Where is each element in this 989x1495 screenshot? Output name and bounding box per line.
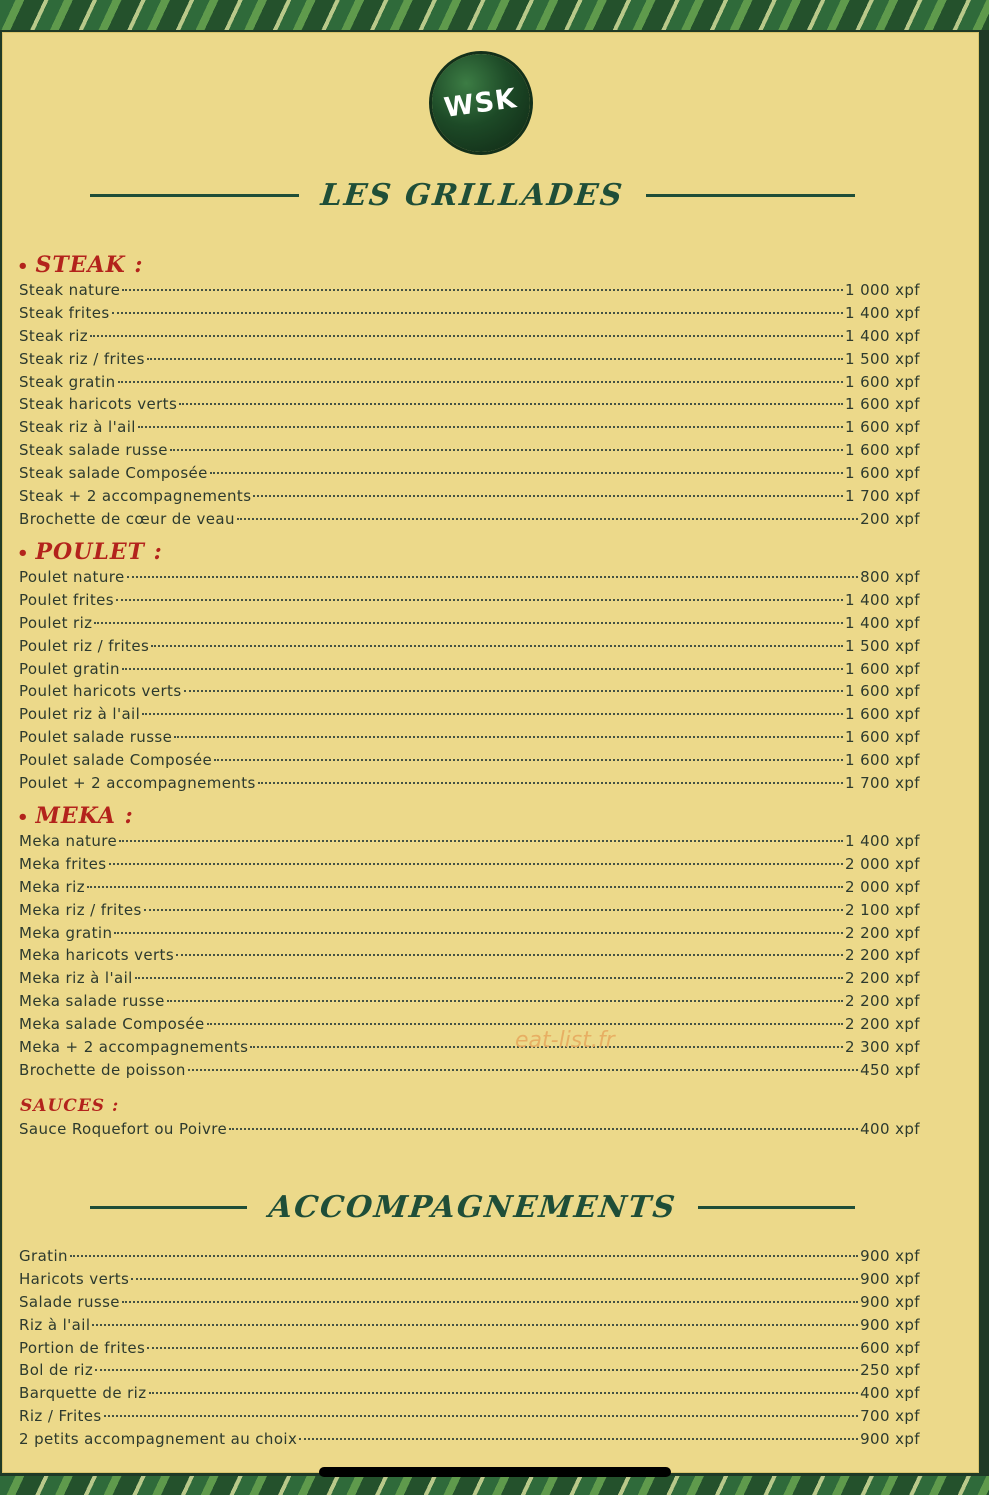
menu-item <box>19 1382 920 1405</box>
menu-item-name: Poulet nature <box>19 568 125 586</box>
dot-leader <box>144 909 843 911</box>
menu-item-name: Steak nature <box>19 281 121 299</box>
menu-item <box>19 635 920 658</box>
category-meka-title: MEKA : <box>35 803 134 829</box>
menu-item <box>19 508 920 531</box>
menu-item-name: 2 petits accompagnement au choix <box>19 1430 298 1449</box>
menu-item-name: Meka riz à l'ail <box>19 969 133 988</box>
dot-leader <box>116 599 843 601</box>
watermark: eat-list.fr <box>515 1028 615 1053</box>
menu-item-name: Meka riz <box>19 877 85 896</box>
menu-item <box>19 922 920 945</box>
menu-item-price: 1 400 xpf <box>845 303 920 322</box>
menu-item-name: Meka frites <box>19 854 107 873</box>
menu-item-price: 2 200 xpf <box>845 923 920 942</box>
menu-item-price: 1 000 xpf <box>845 281 920 299</box>
menu-item-price: 400 xpf <box>860 1384 920 1403</box>
list-steak <box>19 279 920 531</box>
menu-item-price: 1 600 xpf <box>845 418 920 437</box>
menu-item <box>19 612 920 635</box>
menu-item <box>19 566 920 589</box>
menu-item-price: 900 xpf <box>860 1292 920 1311</box>
dot-leader <box>131 1278 858 1280</box>
menu-item-price: 1 600 xpf <box>845 728 920 747</box>
home-indicator[interactable] <box>319 1467 671 1477</box>
menu-item <box>19 1013 920 1036</box>
menu-item-price: 1 500 xpf <box>845 349 920 368</box>
menu-item-name: Barquette de riz <box>19 1384 147 1403</box>
menu-item <box>19 830 920 853</box>
menu-item-price: 900 xpf <box>860 1269 920 1288</box>
menu-item-price: 1 600 xpf <box>845 659 920 678</box>
menu-item <box>19 302 920 325</box>
menu-item-name: Steak riz <box>19 326 89 345</box>
menu-item-price: 2 300 xpf <box>845 1038 920 1057</box>
dot-leader <box>114 932 843 934</box>
dot-leader <box>90 335 843 337</box>
menu-item-name: Brochette de poisson <box>19 1060 186 1079</box>
dot-leader <box>109 863 844 865</box>
dot-leader <box>142 713 843 715</box>
dot-leader <box>149 1392 859 1394</box>
heading-grillades: LES GRILLADES <box>319 178 626 213</box>
leaf-border-bottom <box>0 1476 989 1495</box>
menu-item <box>19 279 920 302</box>
category-sauces <box>20 1092 119 1120</box>
menu-item <box>19 1059 920 1082</box>
dot-leader <box>87 886 843 888</box>
menu-item-name: Bol de riz <box>19 1361 94 1380</box>
menu-item-price: 900 xpf <box>860 1247 920 1265</box>
menu-item-price: 1 600 xpf <box>845 395 920 414</box>
menu-item <box>19 589 920 612</box>
menu-item-name: Poulet salade russe <box>19 728 173 747</box>
menu-item <box>19 1337 920 1360</box>
menu-item <box>19 416 920 439</box>
dot-leader <box>104 1415 858 1417</box>
dot-leader <box>118 381 843 383</box>
menu-item-price: 1 600 xpf <box>845 372 920 391</box>
menu-item-name: Poulet riz <box>19 613 93 632</box>
dot-leader <box>174 736 843 738</box>
menu-item-price: 1 400 xpf <box>845 326 920 345</box>
menu-item-price: 2 200 xpf <box>845 992 920 1011</box>
menu-item-name: Steak riz à l'ail <box>19 418 136 437</box>
menu-item-name: Steak frites <box>19 303 110 322</box>
menu-item-name: Riz à l'ail <box>19 1315 91 1334</box>
dot-leader <box>92 1324 858 1326</box>
menu-item-name: Poulet riz / frites <box>19 636 150 655</box>
logo-text: WSK <box>442 82 520 124</box>
menu-item-name: Steak salade russe <box>19 441 168 460</box>
menu-item <box>19 967 920 990</box>
menu-item <box>19 371 920 394</box>
list-sauces <box>19 1118 920 1141</box>
menu-item-name: Salade russe <box>19 1292 120 1311</box>
menu-item-price: 1 700 xpf <box>845 774 920 793</box>
menu-item-name: Brochette de cœur de veau <box>19 509 235 528</box>
menu-item-name: Steak haricots verts <box>19 395 178 414</box>
menu-item-name: Gratin <box>19 1247 68 1265</box>
dot-leader <box>188 1069 858 1071</box>
dot-leader <box>122 1301 858 1303</box>
menu-item-price: 800 xpf <box>860 568 920 586</box>
menu-item <box>19 680 920 703</box>
divider-line <box>90 1206 247 1209</box>
menu-item-name: Portion de frites <box>19 1338 146 1357</box>
category-steak-title: STEAK : <box>35 252 144 278</box>
menu-item-price: 2 000 xpf <box>845 854 920 873</box>
menu-item-name: Poulet riz à l'ail <box>19 705 141 724</box>
category-meka: • MEKA : <box>17 803 134 829</box>
dot-leader <box>151 645 843 647</box>
menu-item <box>19 348 920 371</box>
menu-item-price: 1 600 xpf <box>845 705 920 724</box>
menu-item-price: 2 000 xpf <box>845 877 920 896</box>
menu-item <box>19 726 920 749</box>
dot-leader <box>147 358 843 360</box>
menu-item-price: 2 200 xpf <box>845 969 920 988</box>
menu-item <box>19 1405 920 1428</box>
menu-item-price: 700 xpf <box>860 1407 920 1426</box>
dot-leader <box>184 690 843 692</box>
divider-line <box>646 194 855 197</box>
menu-item-price: 400 xpf <box>860 1120 920 1138</box>
dot-leader <box>95 1369 858 1371</box>
category-poulet: • POULET : <box>17 539 163 565</box>
menu-item <box>19 1314 920 1337</box>
list-poulet <box>19 566 920 795</box>
dot-leader <box>127 576 859 578</box>
menu-item-price: 250 xpf <box>860 1361 920 1380</box>
menu-item-name: Poulet haricots verts <box>19 682 182 701</box>
menu-item <box>19 462 920 485</box>
menu-item-name: Haricots verts <box>19 1269 130 1288</box>
category-steak: • STEAK : <box>17 252 144 278</box>
dot-leader <box>176 954 843 956</box>
menu-item <box>19 1268 920 1291</box>
menu-item-name: Riz / Frites <box>19 1407 102 1426</box>
menu-item-price: 450 xpf <box>860 1060 920 1079</box>
menu-item <box>19 1036 920 1059</box>
dot-leader <box>119 840 843 842</box>
section-title-grillades <box>90 178 855 213</box>
menu-item-price: 1 600 xpf <box>845 441 920 460</box>
menu-item-name: Sauce Roquefort ou Poivre <box>19 1120 228 1138</box>
dot-leader <box>214 759 843 761</box>
menu-item-name: Poulet + 2 accompagnements <box>19 774 256 793</box>
menu-item-name: Meka nature <box>19 832 118 850</box>
dot-leader <box>170 449 843 451</box>
dot-leader <box>167 1000 843 1002</box>
menu-item-name: Poulet salade Composée <box>19 751 213 770</box>
menu-item <box>19 1245 920 1268</box>
dot-leader <box>122 289 843 291</box>
menu-item <box>19 1291 920 1314</box>
menu-item <box>19 772 920 795</box>
menu-item-name: Meka + 2 accompagnements <box>19 1038 249 1057</box>
menu-item <box>19 990 920 1013</box>
heading-accompagnements: ACCOMPAGNEMENTS <box>266 1190 679 1225</box>
category-sauces-title: SAUCES : <box>20 1096 120 1116</box>
menu-item <box>19 749 920 772</box>
menu-item-price: 1 700 xpf <box>845 487 920 506</box>
menu-item <box>19 1118 920 1141</box>
dot-leader <box>237 518 858 520</box>
menu-item-name: Steak + 2 accompagnements <box>19 487 252 506</box>
menu-item <box>19 485 920 508</box>
dot-leader <box>258 782 843 784</box>
leaf-border-top <box>0 0 989 30</box>
menu-item-price: 2 100 xpf <box>845 900 920 919</box>
menu-item-price: 1 400 xpf <box>845 590 920 609</box>
menu-item-price: 200 xpf <box>860 509 920 528</box>
menu-item <box>19 1359 920 1382</box>
dot-leader <box>253 495 843 497</box>
menu-item <box>19 393 920 416</box>
menu-item-name: Poulet gratin <box>19 659 120 678</box>
restaurant-logo <box>432 54 530 152</box>
menu-item-price: 2 200 xpf <box>845 1015 920 1034</box>
divider-line <box>698 1206 855 1209</box>
dot-leader <box>94 622 843 624</box>
menu-item-name: Meka gratin <box>19 923 113 942</box>
dot-leader <box>179 403 843 405</box>
dot-leader <box>122 668 843 670</box>
menu-item <box>19 944 920 967</box>
section-title-accompagnements <box>90 1190 855 1225</box>
menu-item-price: 1 500 xpf <box>845 636 920 655</box>
menu-item-price: 900 xpf <box>860 1315 920 1334</box>
category-poulet-title: POULET : <box>35 539 163 565</box>
menu-item-price: 1 600 xpf <box>845 751 920 770</box>
menu-item-name: Steak salade Composée <box>19 464 208 483</box>
menu-item-price: 1 600 xpf <box>845 464 920 483</box>
dot-leader <box>207 1023 843 1025</box>
menu-item-price: 600 xpf <box>860 1338 920 1357</box>
menu-item-price: 1 400 xpf <box>845 613 920 632</box>
menu-item-price: 2 200 xpf <box>845 946 920 965</box>
menu-item <box>19 703 920 726</box>
menu-item-price: 1 600 xpf <box>845 682 920 701</box>
menu-item <box>19 658 920 681</box>
menu-item-price: 900 xpf <box>860 1430 920 1449</box>
menu-item <box>19 853 920 876</box>
menu-item <box>19 876 920 899</box>
dot-leader <box>229 1128 858 1130</box>
menu-item-name: Poulet frites <box>19 590 114 609</box>
dot-leader <box>299 1438 858 1440</box>
menu-item-name: Steak riz / frites <box>19 349 145 368</box>
menu-item <box>19 899 920 922</box>
menu-item <box>19 325 920 348</box>
list-accompagnements <box>19 1245 920 1451</box>
menu-item-name: Meka salade Composée <box>19 1015 205 1034</box>
menu-item-name: Steak gratin <box>19 372 116 391</box>
dot-leader <box>210 472 843 474</box>
dot-leader <box>147 1347 858 1349</box>
list-meka <box>19 830 920 1082</box>
menu-item-name: Meka salade russe <box>19 992 165 1011</box>
menu-item-name: Meka haricots verts <box>19 946 175 965</box>
dot-leader <box>70 1255 858 1257</box>
menu-item <box>19 1428 920 1451</box>
dot-leader <box>112 312 843 314</box>
menu-item <box>19 439 920 462</box>
menu-item-price: 1 400 xpf <box>845 832 920 850</box>
dot-leader <box>138 426 843 428</box>
menu-item-name: Meka riz / frites <box>19 900 142 919</box>
dot-leader <box>135 977 843 979</box>
divider-line <box>90 194 299 197</box>
